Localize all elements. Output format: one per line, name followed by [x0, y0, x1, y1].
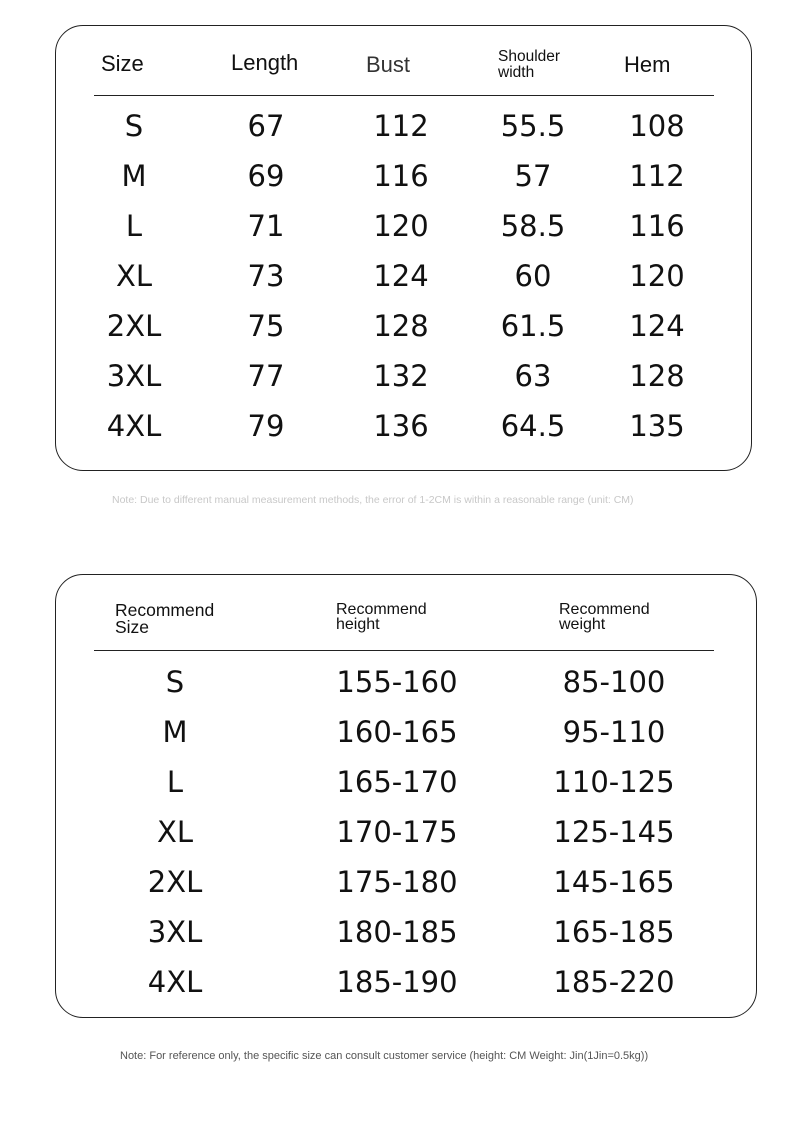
table-row	[0, 401, 790, 451]
table-row	[0, 351, 790, 401]
table-row	[0, 301, 790, 351]
bust-cell: 136	[373, 409, 429, 443]
recommendation-note: Note: For reference only, the specific size can consult customer service (height: CM Weight: Jin(1Jin=0.5kg))	[120, 1050, 649, 1062]
measurement-note: Note: Due to different manual measurement methods, the error of 1-2CM is within a reasonable range (unit: CM)	[112, 494, 634, 506]
table-row	[0, 151, 790, 201]
header-recommend-weight-line2: weight	[559, 616, 606, 633]
hem-cell: 112	[629, 159, 685, 193]
shoulder-width-cell: 63	[514, 359, 552, 393]
size-cell: S	[165, 665, 185, 699]
weight-cell: 165-185	[553, 915, 675, 949]
header-divider	[94, 95, 714, 96]
header-recommend-size-line2: Size	[115, 617, 150, 637]
table-row	[0, 101, 790, 151]
length-cell: 67	[247, 109, 285, 143]
weight-cell: 185-220	[553, 965, 675, 999]
size-cell: M	[121, 159, 147, 193]
table-row	[0, 757, 790, 807]
hem-cell: 116	[629, 209, 685, 243]
table-row	[0, 707, 790, 757]
hem-cell: 135	[629, 409, 685, 443]
bust-cell: 120	[373, 209, 429, 243]
shoulder-width-cell: 61.5	[500, 309, 566, 343]
table-row	[0, 251, 790, 301]
header-recommend-height-line1: Recommend	[336, 601, 427, 618]
hem-cell: 120	[629, 259, 685, 293]
header-shoulder-line2: width	[498, 64, 535, 81]
table-row	[0, 907, 790, 957]
length-cell: 75	[247, 309, 285, 343]
height-cell: 160-165	[336, 715, 458, 749]
shoulder-width-cell: 57	[514, 159, 552, 193]
size-cell: 3XL	[106, 359, 162, 393]
size-cell: L	[166, 765, 184, 799]
header-hem: Hem	[624, 52, 671, 77]
length-cell: 69	[247, 159, 285, 193]
height-cell: 155-160	[336, 665, 458, 699]
header-bust: Bust	[366, 52, 411, 77]
size-cell: XL	[156, 815, 194, 849]
weight-cell: 85-100	[562, 665, 666, 699]
shoulder-width-cell: 64.5	[500, 409, 566, 443]
size-cell: XL	[115, 259, 153, 293]
size-cell: 4XL	[147, 965, 203, 999]
height-cell: 180-185	[336, 915, 458, 949]
height-cell: 185-190	[336, 965, 458, 999]
bust-cell: 128	[373, 309, 429, 343]
header-recommend-height-line2: height	[336, 616, 380, 633]
header-recommend-weight-line1: Recommend	[559, 601, 650, 618]
hem-cell: 128	[629, 359, 685, 393]
header-recommend-size-line1: Recommend	[115, 600, 215, 620]
table-row	[0, 657, 790, 707]
header-divider	[94, 650, 714, 651]
bust-cell: 112	[373, 109, 429, 143]
size-cell: L	[125, 209, 143, 243]
hem-cell: 108	[629, 109, 685, 143]
height-cell: 165-170	[336, 765, 458, 799]
weight-cell: 110-125	[553, 765, 675, 799]
hem-cell: 124	[629, 309, 685, 343]
length-cell: 73	[247, 259, 285, 293]
shoulder-width-cell: 58.5	[500, 209, 566, 243]
length-cell: 79	[247, 409, 285, 443]
weight-cell: 125-145	[553, 815, 675, 849]
header-length: Length	[231, 50, 299, 75]
header-size: Size	[101, 51, 144, 76]
size-cell: 4XL	[106, 409, 162, 443]
height-cell: 175-180	[336, 865, 458, 899]
bust-cell: 116	[373, 159, 429, 193]
weight-cell: 145-165	[553, 865, 675, 899]
bust-cell: 132	[373, 359, 429, 393]
table-row	[0, 201, 790, 251]
bust-cell: 124	[373, 259, 429, 293]
shoulder-width-cell: 60	[514, 259, 552, 293]
shoulder-width-cell: 55.5	[500, 109, 566, 143]
table-row	[0, 807, 790, 857]
size-cell: 3XL	[147, 915, 203, 949]
header-shoulder-line1: Shoulder	[498, 48, 561, 65]
size-cell: S	[124, 109, 144, 143]
weight-cell: 95-110	[562, 715, 666, 749]
size-cell: 2XL	[147, 865, 203, 899]
length-cell: 77	[247, 359, 285, 393]
size-cell: M	[162, 715, 188, 749]
size-cell: 2XL	[106, 309, 162, 343]
length-cell: 71	[247, 209, 285, 243]
height-cell: 170-175	[336, 815, 458, 849]
table-row	[0, 957, 790, 1007]
table-row	[0, 857, 790, 907]
